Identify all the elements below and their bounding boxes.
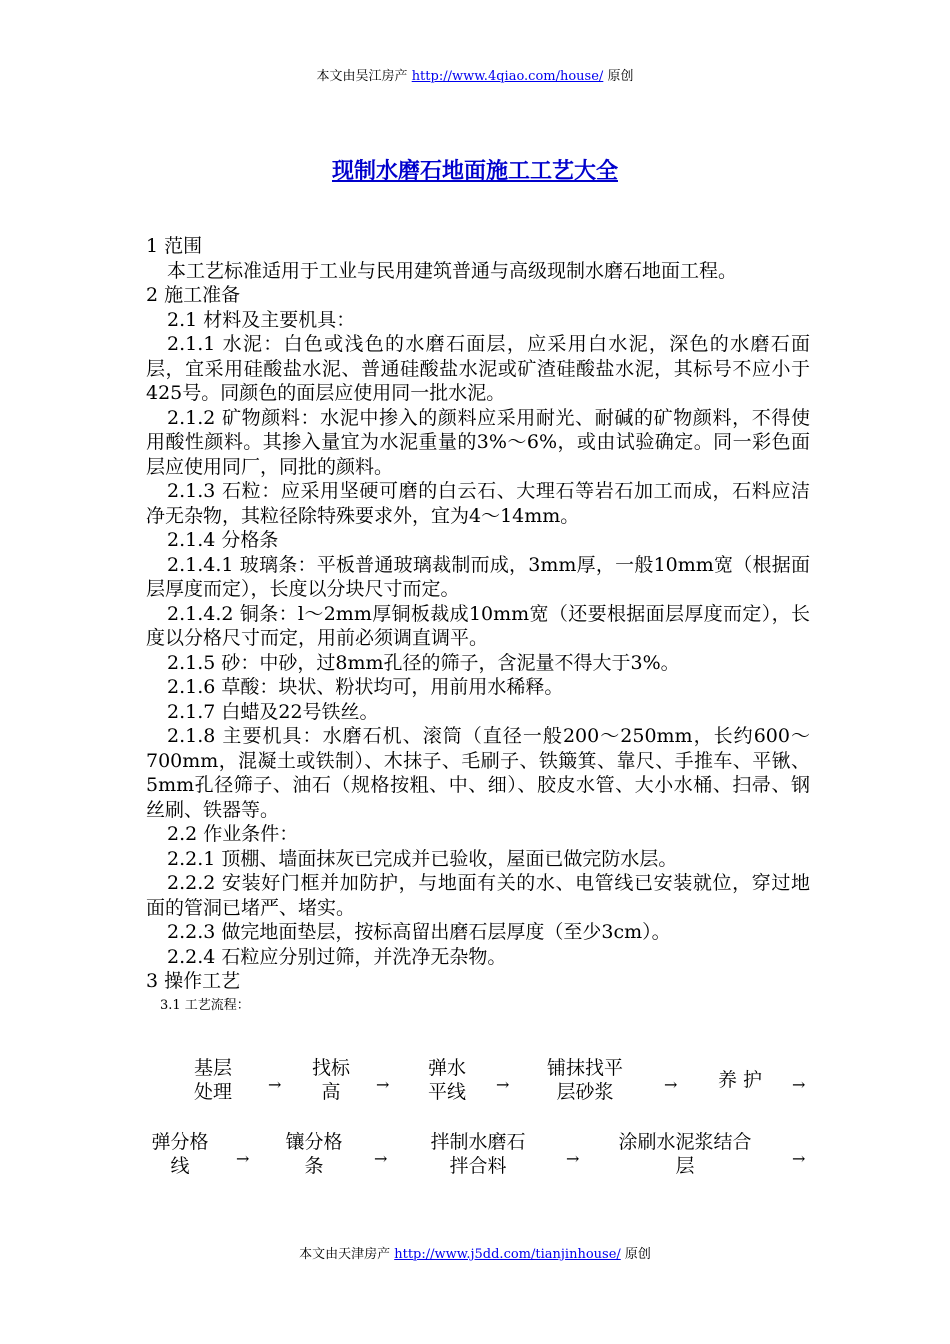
paragraph: 2.1.8 主要机具：水磨石机、滚筒（直径一般200～250mm，长约600～700mm，混凝土或铁制）、木抹子、毛刷子、铁簸箕、靠尺、手推车、平锹、5mm孔径筛子、油石（规格按粗、中、细）、胶皮水管、大小水桶、扫帚、钢丝刷、铁器等。	[146, 725, 810, 821]
flow-arrow-icon: →	[664, 1075, 678, 1094]
page-header	[0, 68, 950, 86]
flow-arrow-icon: →	[792, 1075, 806, 1094]
paragraph: 本工艺标准适用于工业与民用建筑普通与高级现制水磨石地面工程。	[167, 259, 738, 282]
flow-arrow-icon: →	[268, 1075, 282, 1094]
flow-arrow-icon: →	[376, 1075, 390, 1094]
paragraph: 2.1.1 水泥：白色或浅色的水磨石面层，应采用白水泥，深色的水磨石面层，宜采用硅酸盐水泥、普通硅酸盐水泥或矿渣硅酸盐水泥，其标号不应小于425号。同颜色的面层应使用同一批水泥。	[146, 333, 810, 404]
flow-step: 拌制水磨石 拌合料	[430, 1131, 526, 1177]
paragraph: 2.2.1 顶棚、墙面抹灰已完成并已验收，屋面已做完防水层。	[167, 847, 678, 870]
page-footer	[0, 1246, 950, 1264]
flow-step: 弹分格 线	[151, 1131, 209, 1177]
paragraph: 2.1.4 分格条	[167, 529, 279, 551]
section-heading: 3 操作工艺	[146, 970, 241, 992]
flow-arrow-icon: →	[566, 1149, 580, 1168]
paragraph: 2.2.2 安装好门框并加防护，与地面有关的水、电管线已安装就位，穿过地面的管洞已堵严、堵实。	[146, 872, 810, 919]
paragraph: 2.1.7 白蜡及22号铁丝。	[167, 700, 379, 723]
paragraph: 2.1.5 砂：中砂，过8mm孔径的筛子，含泥量不得大于3%。	[167, 651, 680, 674]
flow-step: 铺抹找平 层砂浆	[546, 1057, 623, 1103]
flow-step: 基层 处理	[193, 1057, 232, 1103]
paragraph: 3.1 工艺流程：	[160, 997, 250, 1013]
paragraph: 2.1.6 草酸：块状、粉状均可，用前用水稀释。	[167, 676, 564, 698]
flow-step: 涂刷水泥浆结合 层	[618, 1131, 752, 1177]
flow-step: 养 护	[717, 1069, 763, 1091]
paragraph: 2.2 作业条件：	[167, 823, 299, 845]
header-prefix: 本文由吴江房产	[316, 69, 412, 84]
footer-suffix: 原创	[620, 1247, 651, 1262]
flow-arrow-icon: →	[496, 1075, 510, 1094]
flow-arrow-icon: →	[236, 1149, 250, 1168]
paragraph: 2.1.4.1 玻璃条：平板普通玻璃裁制而成，3mm厚，一般10mm宽（根据面层厚度而定），长度以分块尺寸而定。	[146, 553, 810, 600]
section-heading: 1 范围	[146, 235, 203, 257]
flow-arrow-icon: →	[374, 1149, 388, 1168]
flow-step: 镶分格 条	[285, 1131, 343, 1177]
flow-arrow-icon: →	[792, 1149, 806, 1168]
footer-prefix: 本文由天津房产	[299, 1247, 395, 1262]
paragraph: 2.2.4 石粒应分别过筛，并洗净无杂物。	[167, 945, 507, 968]
document-title[interactable]: 现制水磨石地面施工工艺大全	[331, 158, 618, 184]
paragraph: 2.1.4.2 铜条：l～2mm厚铜板裁成10mm宽（还要根据面层厚度而定），长度以分格尺寸而定，用前必须调直调平。	[146, 602, 810, 649]
paragraph: 2.2.3 做完地面垫层，按标高留出磨石层厚度（至少3cm）。	[167, 921, 671, 943]
paragraph: 2.1.3 石粒：应采用坚硬可磨的白云石、大理石等岩石加工而成，石料应洁净无杂物，其粒径除特殊要求外，宜为4～14mm。	[146, 480, 810, 527]
flow-step: 找标 高	[311, 1057, 350, 1103]
footer-link[interactable]: http://www.j5dd.com/tianjinhouse/	[394, 1247, 621, 1262]
flow-step: 弹水 平线	[427, 1057, 466, 1103]
paragraph: 2.1 材料及主要机具：	[167, 308, 356, 331]
paragraph: 2.1.2 矿物颜料：水泥中掺入的颜料应采用耐光、耐碱的矿物颜料，不得使用酸性颜料。其掺入量宜为水泥重量的3%～6%，或由试验确定。同一彩色面层应使用同厂，同批的颜料。	[146, 406, 810, 478]
document-body	[146, 234, 810, 1017]
header-link[interactable]: http://www.4qiao.com/house/	[411, 69, 604, 84]
section-heading: 2 施工准备	[146, 284, 241, 306]
header-suffix: 原创	[603, 69, 634, 84]
